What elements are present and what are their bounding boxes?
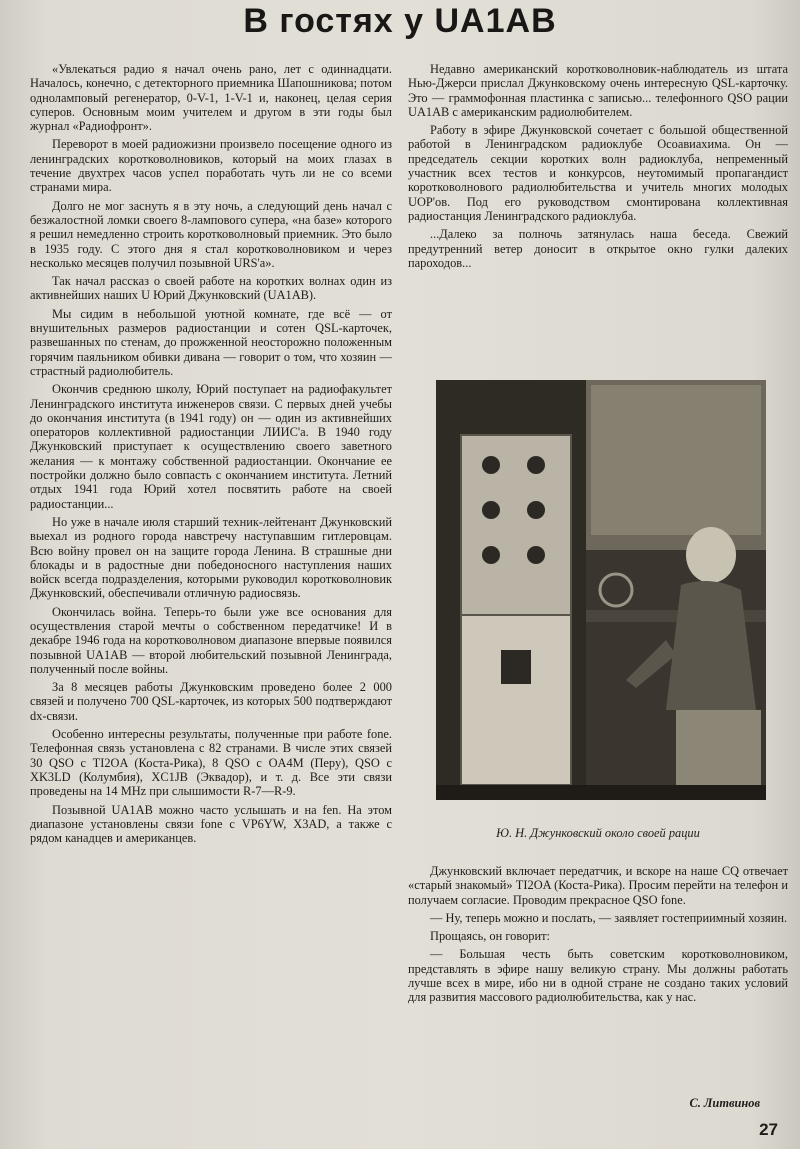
paragraph: — Ну, теперь можно и послать, — заявляет гостеприимный хозяин. — [430, 910, 788, 925]
article-title: В гостях у UA1AB — [243, 2, 557, 40]
paragraph: Долго не мог заснуть я в эту ночь, а следующий день начал с безжалостной ломки своего 8-лампового супера, «на базе» которого я решил немедленно строить коротковолновый приемник. Это было в 1935 году. С этого дня я стал коротковолновиком и через несколько месяцев получил позывной URS'а». — [30, 198, 392, 270]
paragraph: Переворот в моей радиожизни произвело посещение одного из ленинградских коротковолновиков, который на моих глазах в течение двухтрех часов успел поработать чуть ли не со всеми странами мира. — [30, 137, 392, 195]
paragraph: Особенно интересны результаты, полученные при работе fone. Телефонная связь установлена с 82 странами. В числе этих связей 30 QSO с TI2OA (Коста-Рика), 8 QSO с OA4M (Перу), QSO с XK3LD (Колумбия), XC1JB (Эквадор), и т. д. Все эти связи проведены на 14 MHz при слышимости R-7—R-9. — [30, 727, 392, 799]
paragraph: Окончив среднюю школу, Юрий поступает на радиофакультет Ленинградского института инженеров связи. С первых дней учебы до окончания института (в 1941 году) он — один из активнейших операторов коллективной радиостанции ЛИИС'а. В 1940 году Джунковский приступает к осуществлению своего заветного желания — к монтажу собственной радиостанции. Окончание ее постройки должно было совпасть с окончанием института. Летний отдых 1941 года Юрий хотел посвятить работе на своей радиостанции... — [30, 382, 392, 511]
author-signature: С. Литвинов — [689, 1096, 760, 1110]
paragraph: «Увлекаться радио я начал очень рано, лет с одиннадцати. Началось, конечно, с детекторного приемника Шапошникова; потом одноламповый регенератор, 0-V-1, 1-V-1 и, наконец, целая серия суперов. Основным моим учителем и другом в эти годы был журнал «Радиофронт». — [30, 62, 392, 134]
page-number: 27 — [759, 1120, 778, 1139]
paragraph: Мы сидим в небольшой уютной комнате, где всё — от внушительных размеров радиостанции и сотен QSL-карточек, развешанных по стенам, до прожженной неосторожно положенным горячим паяльником обивки дивана — говорит о том, что хозяин — страстный радиолюбитель. — [30, 306, 392, 378]
paragraph: Прощаясь, он говорит: — [430, 929, 550, 944]
paragraph: ...Далеко за полночь затянулась наша беседа. Свежий предутренний ветер доносит в открытое окно гулки далеких пароходов... — [408, 227, 788, 270]
paragraph: Но уже в начале июля старший техник-лейтенант Джунковский выехал из родного города навстречу наступавшим гитлеровцам. Всю войну провел он на защите города Ленина. В страшные дни блокады и в радостные дни победоносного наступления наших войск всегда подразделения, которыми руководил коротковолновик Джунковский, обеспечивали отличную радиосвязь. — [30, 514, 392, 601]
paragraph: За 8 месяцев работы Джунковским проведено более 2 000 связей и получено 700 QSL-карточек, из которых 500 подтверждают dx-связи. — [30, 680, 392, 723]
right-column-top — [408, 62, 788, 362]
paragraph: Джунковский включает передатчик, и вскоре на наше CQ отвечает «старый знакомый» TI2OA (Коста-Рика). Просим перейти на телефон и получаем согласие. Проводим прекрасное QSO fone. — [408, 864, 788, 907]
paragraph: — Большая честь быть советским коротковолновиком, представлять в эфире нашу великую страну. Мы должны работать лучше всех в мире, ибо ни в одной стране не создано таких условий для развития массового радиолюбительства, как у нас. — [408, 947, 788, 1005]
left-column — [30, 62, 392, 1102]
radio-station-photo — [436, 380, 766, 800]
photo-illustration — [436, 380, 766, 800]
paragraph: Окончилась война. Теперь-то были уже все основания для осуществления старой мечты о собственном передатчике! И в декабре 1946 года на коротковолновом диапазоне впервые появился позывной UA1AB — второй любительский позывной Ленинграда, полученный после войны. — [30, 604, 392, 676]
paragraph: Недавно американский коротковолновик-наблюдатель из штата Нью-Джерси прислал Джунковскому очень интересную QSL-карточку. Это — граммофонная пластинка с записью... телефонного QSO рации UA1AB с американским радиолюбителем. — [408, 62, 788, 119]
paragraph: Так начал рассказ о своей работе на коротких волнах один из активнейших наших U Юрий Джунковский (UA1AB). — [30, 274, 392, 303]
paragraph: Позывной UA1AB можно часто услышать и на fen. На этом диапазоне установлены связи fone с VP6YW, X3AD, а также с рядом канадцев и американцев. — [30, 802, 392, 846]
photo-caption: Ю. Н. Джунковский около своей рации — [496, 826, 700, 840]
paragraph: Работу в эфире Джунковской сочетает с большой общественной работой в Ленинградском радиоклубе Осоавиахима. Он — председатель секции коротких волн радиоклуба, непременный участник всех тестов и конкурсов, неутомимый пропагандист коротковолнового радиолюбительства и учитель многих молодых UOP'ов. Под его руководством смонтирована коллективная радиостанция Ленинградского радиоклуба. — [408, 123, 788, 223]
right-column-bottom — [408, 864, 788, 1094]
